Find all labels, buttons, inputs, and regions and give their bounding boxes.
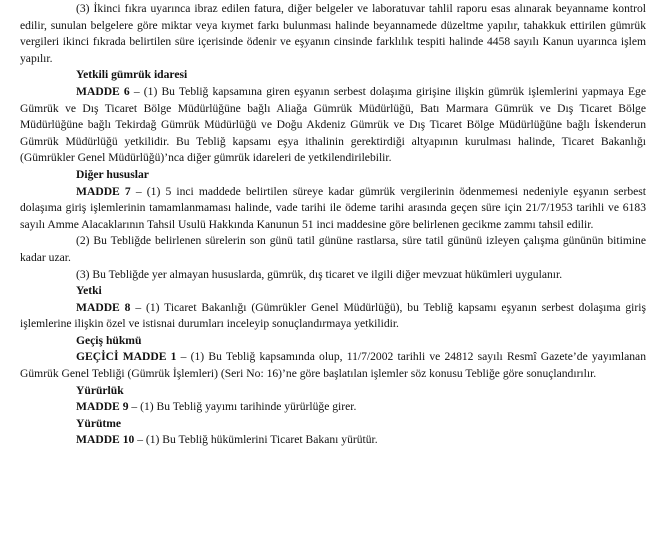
paragraph-5-3: (3) İkinci fıkra uyarınca ibraz edilen fatura, diğer belgeler ve laboratuvar tahlil raporu esas alınarak beyanname kontrol edilir, sunulan belgelere göre miktar veya kıymet farkı bulunması halinde beyannamede düzeltme yapılır, tahakkuk ettirilen gümrük vergileri ikinci fıkrada belirtilen süre içerisinde ödenir ve eşyanın cinsinde farklılık tespiti halinde 4458 sayılı Kanun uyarınca işlem yapılır. — [20, 2, 646, 65]
madde-7-paragraph-2: (2) Bu Tebliğde belirlenen sürelerin son günü tatil gününe rastlarsa, süre tatil gününü izleyen çalışma gününün bitimine kadar uzar. — [20, 234, 646, 264]
gecici-madde-1-label: GEÇİCİ MADDE 1 — [76, 350, 177, 364]
madde-10-text: – (1) Bu Tebliğ hükümlerini Ticaret Bakanı yürütür. — [134, 433, 378, 447]
madde-9-label: MADDE 9 — [76, 400, 129, 414]
madde-6-text: – (1) Bu Tebliğ kapsamına giren eşyanın serbest dolaşıma girişine ilişkin gümrük işlemlerini yapmaya Ege Gümrük ve Dış Ticaret Bölge Müdürlüğüne bağlı Aliağa Gümrük Müdürlüğü, Batı Marmara Gümrük ve Dış Ticaret Bölge Müdürlüğüne bağlı Tekirdağ Gümrük Müdürlüğü ve Doğu Akdeniz Gümrük ve Dış Ticaret Bölge Müdürlüğüne bağlı İskenderun Gümrük Müdürlüğü yetkilidir. Bu Tebliğ kapsamı eşya ithalinin gerektirdiği altyapının kurulması halinde, Ticaret Bakanlığı (Gümrükler Genel Müdürlüğü)’nca diğer gümrük idareleri de yetkilendirilebilir. — [20, 84, 646, 165]
madde-8-label: MADDE 8 — [76, 300, 131, 314]
madde-6-label: MADDE 6 — [76, 84, 130, 98]
madde-9-paragraph — [20, 399, 646, 416]
madde-10-paragraph — [20, 432, 646, 449]
madde-10-label: MADDE 10 — [76, 433, 135, 447]
madde-6-paragraph — [20, 84, 646, 167]
heading-yururluk: Yürürlük — [76, 383, 124, 397]
madde-8-text: – (1) Ticaret Bakanlığı (Gümrükler Genel Müdürlüğü), bu Tebliğ kapsamı eşyanın serbest dolaşıma giriş işlemlerine ilişkin özel ve istisnai durumları inceleyip sonuçlandırmaya yetkilidir. — [20, 300, 646, 331]
madde-9-text: – (1) Bu Tebliğ yayımı tarihinde yürürlüğe girer. — [128, 400, 357, 414]
madde-8-paragraph — [20, 300, 646, 333]
gecici-madde-1-text: – (1) Bu Tebliğ kapsamında olup, 11/7/2002 tarihli ve 24812 sayılı Resmî Gazete’de yayımlanan Gümrük Genel Tebliği (Gümrük İşlemleri) (Seri No: 16)’ne göre başlatılan işlemler söz konusu Tebliğe göre sonuçlandırılır. — [20, 350, 646, 381]
heading-diger-hususlar: Diğer hususlar — [76, 167, 149, 181]
madde-7-paragraph-3: (3) Bu Tebliğde yer almayan hususlarda, gümrük, dış ticaret ve ilgili diğer mevzuat hükümleri uygulanır. — [76, 267, 563, 281]
gecici-madde-1-paragraph — [20, 349, 646, 382]
heading-gecis-hukmu: Geçiş hükmü — [76, 333, 142, 347]
heading-yetkili-gumruk-idaresi: Yetkili gümrük idaresi — [76, 68, 188, 82]
madde-7-text: – (1) 5 inci maddede belirtilen süreye kadar gümrük vergilerinin ödenmemesi nedeniyle eşyanın serbest dolaşıma giriş işlemlerinin tamamlanmaması halinde, vade tarihi ile ödeme tarihi arasında geçen süre için 21/7/1953 tarihli ve 6183 sayılı Amme Alacaklarının Tahsil Usulü Hakkında Kanunun 51 inci maddesine göre belirlenen gecikme zammı tahsil edilir. — [20, 184, 646, 231]
heading-yetki: Yetki — [76, 284, 102, 298]
madde-7-paragraph — [20, 184, 646, 234]
madde-7-label: MADDE 7 — [76, 184, 131, 198]
heading-yurutme: Yürütme — [76, 416, 122, 430]
